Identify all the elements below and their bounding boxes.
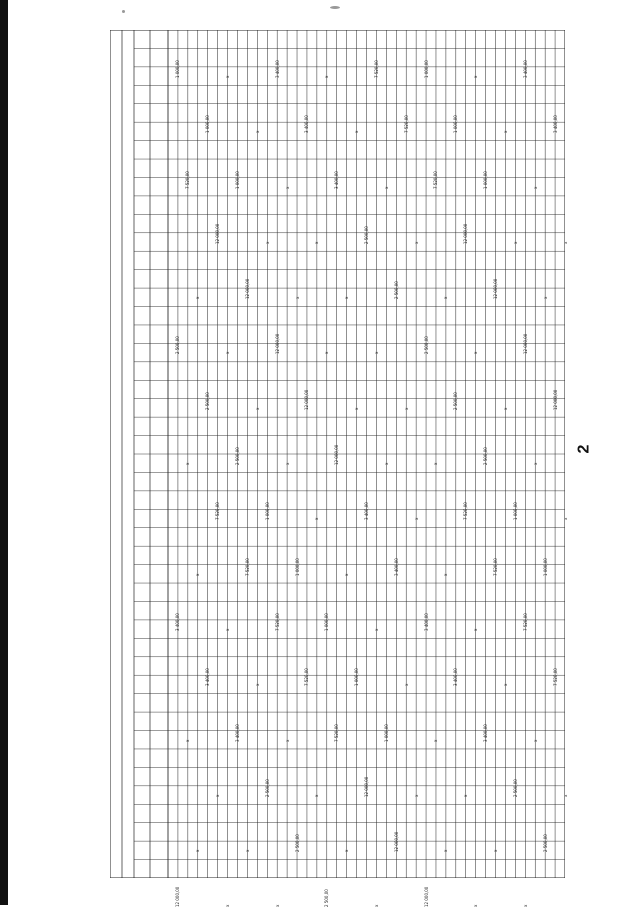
table-cell-value: 3 400,00 bbox=[304, 115, 310, 134]
table-cell-value: x bbox=[413, 517, 419, 521]
table-cell-value: x bbox=[473, 352, 479, 355]
table-cell-value: 3 400,00 bbox=[334, 170, 340, 189]
table-cell-value: 12 000,00 bbox=[552, 389, 558, 410]
table-cell-value: x bbox=[294, 296, 300, 300]
table-cell-value: x bbox=[354, 407, 360, 410]
table-cell-value: 2 500,00 bbox=[324, 889, 330, 907]
table-cell-value: x bbox=[532, 739, 538, 742]
table-cell-value: 7 520,00 bbox=[334, 723, 340, 742]
table-cell-value: x bbox=[502, 683, 508, 687]
table-cell-value: x bbox=[502, 130, 508, 134]
table-cell-value: 12 000,00 bbox=[522, 334, 528, 355]
table-cell-value: x bbox=[512, 241, 518, 244]
table-cell-value: x bbox=[225, 352, 231, 355]
table-cell-value: 1 000,00 bbox=[205, 115, 211, 134]
table-cell-value: 2 500,00 bbox=[205, 391, 211, 410]
table-cell-value: x bbox=[185, 739, 191, 742]
table-cell-value: 3 400,00 bbox=[423, 613, 429, 631]
table-cell-value: 12 000,00 bbox=[493, 278, 499, 300]
table-cell-value: 3 400,00 bbox=[364, 502, 370, 521]
page-number: 2 bbox=[575, 444, 593, 454]
table-cell-value: x bbox=[225, 75, 231, 78]
table-cell-value: 3 400,00 bbox=[234, 723, 240, 742]
scan-speck bbox=[122, 10, 125, 13]
table-cell-value: 2 500,00 bbox=[542, 834, 548, 853]
table-cell-value: 2 500,00 bbox=[264, 779, 270, 797]
table-cell-value: 3 400,00 bbox=[453, 668, 459, 687]
table-cell-value: x bbox=[443, 296, 449, 300]
table-cell-value: 7 520,00 bbox=[403, 115, 409, 134]
table-cell-value: x bbox=[195, 849, 201, 853]
table-cell-value: x bbox=[254, 130, 260, 134]
table-cell-value: 1 000,00 bbox=[483, 170, 489, 189]
table-cell-value: x bbox=[264, 241, 270, 244]
table-cell-value: 12 000,00 bbox=[244, 278, 250, 300]
table-cell-value: 7 520,00 bbox=[433, 170, 439, 189]
table-cell-value: 2 500,00 bbox=[483, 447, 489, 466]
table-cell-value: 3 400,00 bbox=[522, 60, 528, 78]
table-cell-value: x bbox=[443, 849, 449, 853]
table-cell-value: x bbox=[373, 352, 379, 355]
table-cell-value: 1 000,00 bbox=[324, 613, 330, 631]
table-cell-value: 7 520,00 bbox=[552, 668, 558, 687]
table-cell-value: 12 000,00 bbox=[304, 389, 310, 410]
table-cell-value: 3 400,00 bbox=[205, 668, 211, 687]
table-cell-value: 1 000,00 bbox=[542, 557, 548, 576]
table-cell-value: x bbox=[284, 462, 290, 466]
table-cell-value: x bbox=[403, 683, 409, 687]
table-cell-value: x bbox=[493, 849, 499, 853]
table-cell-value: 1 000,00 bbox=[453, 115, 459, 134]
table-cell-value: x bbox=[433, 462, 439, 466]
table-cell-value: 3 400,00 bbox=[552, 115, 558, 134]
table-cell-value: x bbox=[215, 794, 221, 797]
table-cell-value: 2 500,00 bbox=[364, 226, 370, 244]
table-cell-value: 7 520,00 bbox=[373, 60, 379, 78]
table-cell-value: 2 500,00 bbox=[393, 281, 399, 300]
table-cell-value: x bbox=[383, 186, 389, 189]
table-cell-value: 1 000,00 bbox=[175, 60, 181, 78]
table-cell-value: x bbox=[354, 130, 360, 134]
table-cell-value: 1 000,00 bbox=[234, 170, 240, 189]
table-cell-value: 7 520,00 bbox=[463, 502, 469, 521]
table-cell-value: 7 520,00 bbox=[244, 557, 250, 576]
table-cell-value: x bbox=[433, 739, 439, 742]
table-cell-value: x bbox=[562, 794, 568, 797]
table-cell-value: 3 400,00 bbox=[483, 723, 489, 742]
table-cell-value: x bbox=[532, 186, 538, 189]
table-cell-value: x bbox=[274, 905, 280, 907]
table-cell-value: x bbox=[254, 407, 260, 410]
table-cell-value: 2 500,00 bbox=[234, 447, 240, 466]
table-cell-value: 12 000,00 bbox=[423, 887, 429, 907]
table-cell-value: 12 000,00 bbox=[463, 223, 469, 244]
table-cell-value: x bbox=[324, 75, 330, 78]
table-cell-value: x bbox=[225, 628, 231, 631]
table-cell-value: x bbox=[344, 849, 350, 853]
table-cell-value: x bbox=[473, 75, 479, 78]
table-cell-value: x bbox=[284, 186, 290, 189]
table-cell-value: x bbox=[314, 517, 320, 521]
table-cell-value: x bbox=[542, 296, 548, 300]
table-cell-value: 12 000,00 bbox=[175, 887, 181, 907]
table-cell-value: 3 400,00 bbox=[274, 60, 280, 78]
table-cell-value: x bbox=[562, 517, 568, 521]
table-cell-value: 2 500,00 bbox=[512, 779, 518, 797]
table-cell-value: 7 520,00 bbox=[185, 170, 191, 189]
table-cell-value: x bbox=[195, 573, 201, 576]
table-cell-value: 7 520,00 bbox=[304, 668, 310, 687]
table-cell-value: x bbox=[314, 794, 320, 797]
table-cell-value: 1 000,00 bbox=[354, 668, 360, 687]
table-cell-value: 12 000,00 bbox=[393, 831, 399, 853]
table-cell-value: 12 000,00 bbox=[334, 444, 340, 466]
table-cell-value: x bbox=[502, 407, 508, 410]
table-cell-value: x bbox=[473, 628, 479, 631]
table-cell-value: 2 500,00 bbox=[175, 336, 181, 355]
table-cell-value: 7 520,00 bbox=[493, 557, 499, 576]
table-cell-value: x bbox=[373, 628, 379, 631]
table-cell-value: x bbox=[254, 683, 260, 687]
table-cell-value: x bbox=[413, 794, 419, 797]
table-cell-value: x bbox=[373, 905, 379, 907]
table-cell-value: x bbox=[244, 849, 250, 853]
table-cell-value: x bbox=[284, 739, 290, 742]
table-cell-value: x bbox=[314, 241, 320, 244]
table-cell-value: 12 000,00 bbox=[364, 776, 370, 797]
table-cell-value: x bbox=[225, 905, 231, 907]
table-cell-value: 2 500,00 bbox=[294, 834, 300, 853]
table-cell-value: x bbox=[562, 241, 568, 244]
table-cell-value: x bbox=[532, 462, 538, 466]
table-cell-value: 1 000,00 bbox=[512, 502, 518, 521]
table-cell-value: x bbox=[185, 462, 191, 466]
table-cell-value: x bbox=[413, 241, 419, 244]
table-cell-value: 2 500,00 bbox=[453, 391, 459, 410]
table-cell-value: x bbox=[443, 573, 449, 576]
table-cell-value: x bbox=[195, 296, 201, 300]
table-cell-value: 1 000,00 bbox=[294, 557, 300, 576]
table-cell-value: 2 500,00 bbox=[423, 336, 429, 355]
table-cell-value: x bbox=[344, 573, 350, 576]
rotated-data-table bbox=[110, 30, 568, 907]
table-cell-value: 3 400,00 bbox=[175, 613, 181, 631]
table-cell-value: 12 000,00 bbox=[274, 334, 280, 355]
table-cell-value: 1 000,00 bbox=[423, 60, 429, 78]
table-cell-value: 7 520,00 bbox=[274, 613, 280, 631]
table-cell-value: 1 000,00 bbox=[264, 502, 270, 521]
table-cell-value: x bbox=[403, 407, 409, 410]
table-cell-value: x bbox=[473, 905, 479, 907]
table-cell-value: 3 400,00 bbox=[393, 557, 399, 576]
scan-edge-shadow bbox=[0, 0, 8, 905]
scan-speck bbox=[330, 6, 340, 9]
table-cell-value: x bbox=[344, 296, 350, 300]
table-cell-value: 7 520,00 bbox=[215, 502, 221, 521]
table-cell-value: x bbox=[324, 352, 330, 355]
table-cell-value: x bbox=[522, 905, 528, 907]
table-cell-value: x bbox=[463, 794, 469, 797]
table-cell-value: x bbox=[383, 462, 389, 466]
table-cell-value: 7 520,00 bbox=[522, 613, 528, 631]
table-cell-value: 1 000,00 bbox=[383, 723, 389, 742]
table-cell-value: 12 000,00 bbox=[215, 223, 221, 244]
